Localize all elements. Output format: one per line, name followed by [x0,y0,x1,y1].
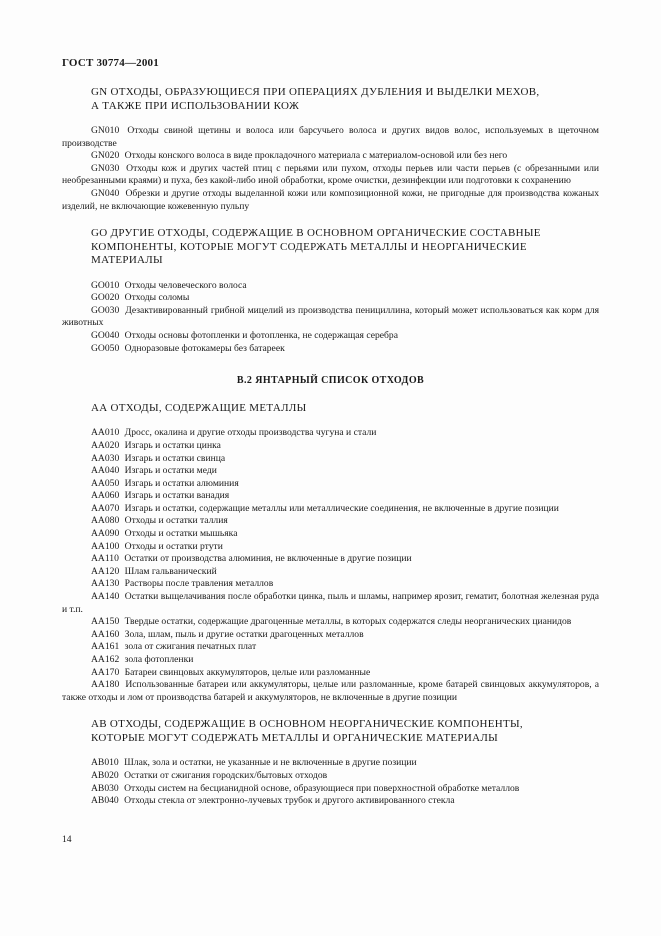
list-item [62,305,599,330]
list-item [62,490,599,503]
item-code: АА110 [91,553,119,565]
item-code: АА100 [91,540,120,552]
list-item [62,503,599,516]
item-code: АА150 [91,616,120,628]
list-item [62,280,599,293]
item-code: GN020 [91,150,120,162]
list-item [62,795,599,808]
item-text: Отходы и остатки таллия [124,515,228,527]
item-text: Использованные батареи или аккумуляторы, целые или разломанные, кроме батарей свинцовых аккумуляторов, а также отходы и лом от производства батарей и аккумуляторов, не включенные в другие позиции [62,679,599,703]
item-text: Остатки выщелачивания после обработки цинка, пыль и шламы, например ярозит, гематит, болотная железная руда и т.п. [62,591,599,615]
list-item [62,188,599,213]
item-code: АА080 [91,515,120,527]
item-code: GO030 [91,304,120,316]
list-item [62,440,599,453]
heading-line: АА ОТХОДЫ, СОДЕРЖАЩИЕ МЕТАЛЛЫ [91,401,307,414]
list-item [62,343,599,356]
item-text: Одноразовые фотокамеры без батареек [124,342,285,354]
list-item [62,528,599,541]
list-item [62,465,599,478]
item-text: Отходы человеческого волоса [124,279,247,291]
page-content [62,86,599,808]
item-text: Дросс, окалина и другие отходы производства чугуна и стали [124,427,377,439]
section-heading-aa [62,402,599,416]
item-code: GN030 [91,162,120,174]
item-code: АА020 [91,439,120,451]
entry-list-aa [62,427,599,704]
item-code: АА120 [91,565,120,577]
list-item [62,770,599,783]
heading-line: GN ОТХОДЫ, ОБРАЗУЮЩИЕСЯ ПРИ ОПЕРАЦИЯХ ДУБЛЕНИЯ И ВЫДЕЛКИ МЕХОВ, [91,86,540,98]
list-item [62,125,599,150]
item-text: Отходы основы фотопленки и фотопленка, не содержащая серебра [124,330,398,342]
list-item [62,150,599,163]
list-item [62,783,599,796]
list-item [62,515,599,528]
item-code: АА060 [91,490,120,502]
list-item [62,591,599,616]
heading-line: GO ДРУГИЕ ОТХОДЫ, СОДЕРЖАЩИЕ В ОСНОВНОМ ОРГАНИЧЕСКИЕ СОСТАВНЫЕ [91,227,541,240]
heading-line: А ТАКЖЕ ПРИ ИСПОЛЬЗОВАНИИ КОЖ [91,99,300,112]
section-heading-go [62,227,599,268]
item-text: Отходы систем на бесцианидной основе, образующиеся при поверхностной обработке металлов [124,782,520,794]
item-text: Зола, шлам, пыль и другие остатки драгоценных металлов [124,628,364,640]
item-text: Изгарь и остатки свинца [124,452,226,464]
page-number: 14 [62,834,72,845]
item-code: АА130 [91,578,120,590]
list-item [62,163,599,188]
item-code: GO010 [91,279,120,291]
item-text: Отходы кож и других частей птиц с перьями или пухом, отходы перьев или части перьев (с обрезанными или необрезанными краями) и пуха, без какой-либо иной обработки, кроме очистки, дезинфекции или подготовки к сохранению [62,162,599,187]
item-code: АА030 [91,452,120,464]
item-code: АА140 [91,591,120,603]
item-code: АА160 [91,628,120,640]
item-text: Отходы стекла от электронно-лучевых трубок и другого активированного стекла [124,795,455,807]
item-text: Изгарь и остатки, содержащие металлы или металлические соединения, не включенные в другие позиции [124,502,559,514]
heading-line: КОТОРЫЕ МОГУТ СОДЕРЖАТЬ МЕТАЛЛЫ И ОРГАНИЧЕСКИЕ МАТЕРИАЛЫ [91,731,498,744]
list-item [62,566,599,579]
item-text: Твердые остатки, содержащие драгоценные металлы, в которых содержатся следы неорганических цианидов [124,616,572,628]
list-item [62,679,599,704]
heading-line: АВ ОТХОДЫ, СОДЕРЖАЩИЕ В ОСНОВНОМ НЕОРГАНИЧЕСКИЕ КОМПОНЕНТЫ, [91,718,523,731]
item-text: Шлак, зола и остатки, не указанные и не включенные в другие позиции [124,757,417,769]
item-text: Отходы свиной щетины и волоса или барсучьего волоса и других видов волос, используемых в щеточном производстве [62,125,599,149]
list-item [62,629,599,642]
list-item [62,427,599,440]
item-text: Остатки от производства алюминия, не включенные в другие позиции [124,553,412,565]
item-text: Остатки от сжигания городских/бытовых отходов [124,769,328,781]
section-heading-ab [62,718,599,745]
list-item [62,478,599,491]
item-code: АА010 [91,427,120,439]
item-text: Дезактивированный грибной мицелий из производства пенициллина, который может использоваться как корм для животных [62,304,599,329]
item-code: GO050 [91,342,120,354]
subsection-title-b2: В.2 ЯНТАРНЫЙ СПИСОК ОТХОДОВ [236,375,425,387]
item-code: АА180 [91,679,120,691]
list-item [62,654,599,667]
standard-header: ГОСТ 30774—2001 [62,57,159,69]
item-text: Изгарь и остатки алюминия [124,477,239,489]
item-text: Обрезки и другие отходы выделанной кожи или композиционной кожи, не пригодные для производства кожаных изделий, не включающие кожевенную пульпу [62,187,600,212]
item-text: Изгарь и остатки меди [124,465,217,477]
item-text: Изгарь и остатки цинка [124,439,221,451]
item-text: Отходы и остатки ртути [124,540,223,552]
item-text: Отходы соломы [124,292,190,304]
list-item [62,667,599,680]
list-item [62,616,599,629]
item-text: Отходы и остатки мышьяка [124,528,238,540]
list-item [62,541,599,554]
list-item [62,578,599,591]
item-code: GN010 [91,125,120,136]
item-text: зола от сжигания печатных плат [124,641,257,653]
entry-list-gn [62,125,599,213]
item-text: Шлам гальванический [124,565,217,577]
item-code: GN040 [91,187,120,199]
item-code: АВ040 [91,795,119,807]
item-code: АА070 [91,502,120,514]
item-code: GO040 [91,330,120,342]
item-text: Батареи свинцовых аккумуляторов, целые или разломанные [124,666,371,678]
entry-list-ab [62,757,599,807]
list-item [62,330,599,343]
item-code: АА161 [91,641,120,653]
list-item [62,641,599,654]
item-text: Изгарь и остатки ванадия [124,490,230,502]
entry-list-go [62,280,599,356]
item-code: АА090 [91,528,120,540]
item-code: АВ010 [91,757,119,769]
list-item [62,292,599,305]
item-code: АА040 [91,465,120,477]
item-text: Отходы конского волоса в виде прокладочного материала с материалом-основой или без него [124,150,508,162]
item-code: GO020 [91,292,120,304]
item-code: АА170 [91,666,120,678]
heading-line: КОМПОНЕНТЫ, КОТОРЫЕ МОГУТ СОДЕРЖАТЬ МЕТАЛЛЫ И НЕОРГАНИЧЕСКИЕ МАТЕРИАЛЫ [91,240,527,267]
item-code: АВ020 [91,769,119,781]
list-item [62,757,599,770]
item-text: зола фотопленки [124,654,194,665]
section-heading-gn [62,86,599,113]
list-item [62,553,599,566]
item-text: Растворы после травления металлов [124,578,274,590]
item-code: АА050 [91,477,120,489]
item-code: АВ030 [91,782,119,794]
item-code: АА162 [91,654,120,665]
list-item [62,453,599,466]
